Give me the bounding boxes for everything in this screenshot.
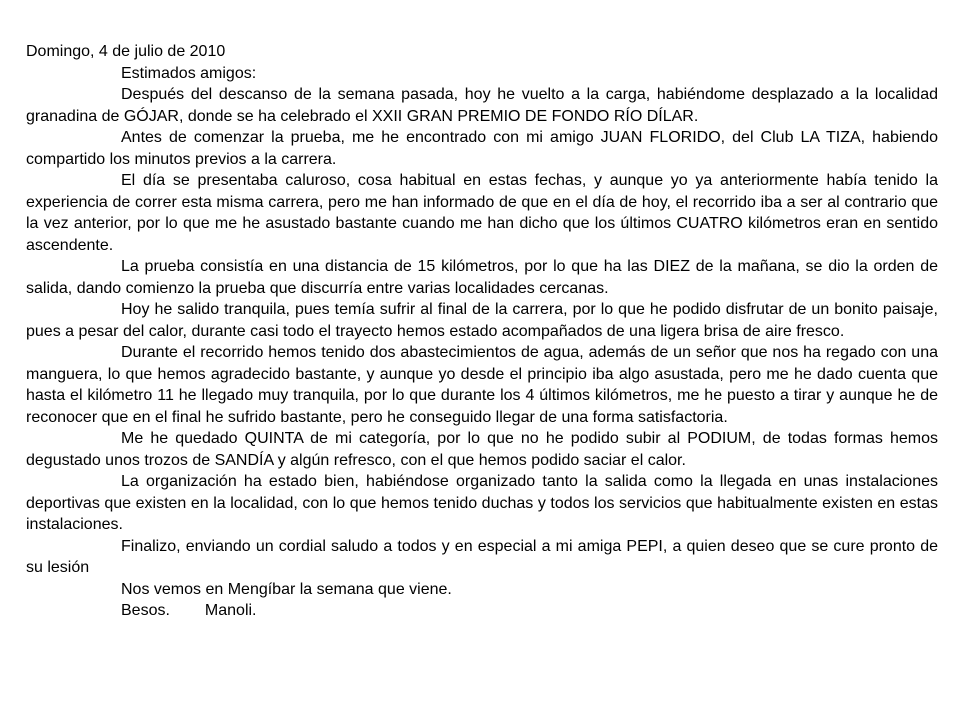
farewell: Besos. <box>121 602 170 619</box>
paragraph-8: La organización ha estado bien, habiéndose organizado tanto la salida como la llegada en unas instalaciones deportivas que existen en la localidad, con lo que hemos tenido duchas y todos los servicios que habitualmente existen en estas instalaciones. <box>26 473 938 533</box>
letter-greeting: Estimados amigos: <box>121 64 257 82</box>
paragraph-7: Me he quedado QUINTA de mi categoría, por lo que no he podido subir al PODIUM, de todas formas hemos degustado unos trozos de SANDÍA y algún refresco, con el que hemos podido saciar el calor. <box>26 430 938 469</box>
paragraph-3: El día se presentaba caluroso, cosa habitual en estas fechas, y aunque yo ya anteriormente había tenido la experiencia de correr esta misma carrera, pero me han informado de que en el día de hoy, el recorrido iba a ser al contrario que la vez anterior, por lo que me he asustado bastante cuando me han dicho que los últimos CUATRO kilómetros eran en sentido ascendente. <box>26 172 938 254</box>
paragraph-2: Antes de comenzar la prueba, me he encontrado con mi amigo JUAN FLORIDO, del Club LA TIZA, habiendo compartido los minutos previos a la carrera. <box>26 129 938 168</box>
paragraph-1: Después del descanso de la semana pasada, hoy he vuelto a la carga, habiéndome desplazado a la localidad granadina de GÓJAR, donde se ha celebrado el XXII GRAN PREMIO DE FONDO RÍO DÍLAR. <box>26 86 938 125</box>
signature: Manoli. <box>204 602 257 619</box>
paragraph-9: Finalizo, enviando un cordial saludo a todos y en especial a mi amiga PEPI, a quien deseo que se cure pronto de su lesión <box>26 537 938 576</box>
paragraph-6: Durante el recorrido hemos tenido dos abastecimientos de agua, además de un señor que nos ha regado con una manguera, lo que hemos agradecido bastante, y aunque yo desde el principio iba algo asustada, pero me he dado cuenta que hasta el kilómetro 11 he llegado muy tranquila, por lo que durante los 4 últimos kilómetros, me he puesto a tirar y aunque he de reconocer que en el final he sufrido bastante, pero he conseguido llegar de una forma satisfactoria. <box>26 344 938 426</box>
letter-date: Domingo, 4 de julio de 2010 <box>26 43 226 60</box>
sign-off <box>26 600 938 622</box>
closing-line: Nos vemos en Mengíbar la semana que viene. <box>121 580 452 598</box>
paragraph-5: Hoy he salido tranquila, pues temía sufrir al final de la carrera, por lo que he podido disfrutar de un bonito paisaje, pues a pesar del calor, durante casi todo el trayecto hemos estado acompañados de una ligera brisa de aire fresco. <box>26 301 938 340</box>
paragraph-4: La prueba consistía en una distancia de 15 kilómetros, por lo que ha las DIEZ de la mañana, se dio la orden de salida, dando comienzo la prueba que discurría entre varias localidades cercanas. <box>26 258 938 297</box>
letter-document <box>26 41 938 622</box>
